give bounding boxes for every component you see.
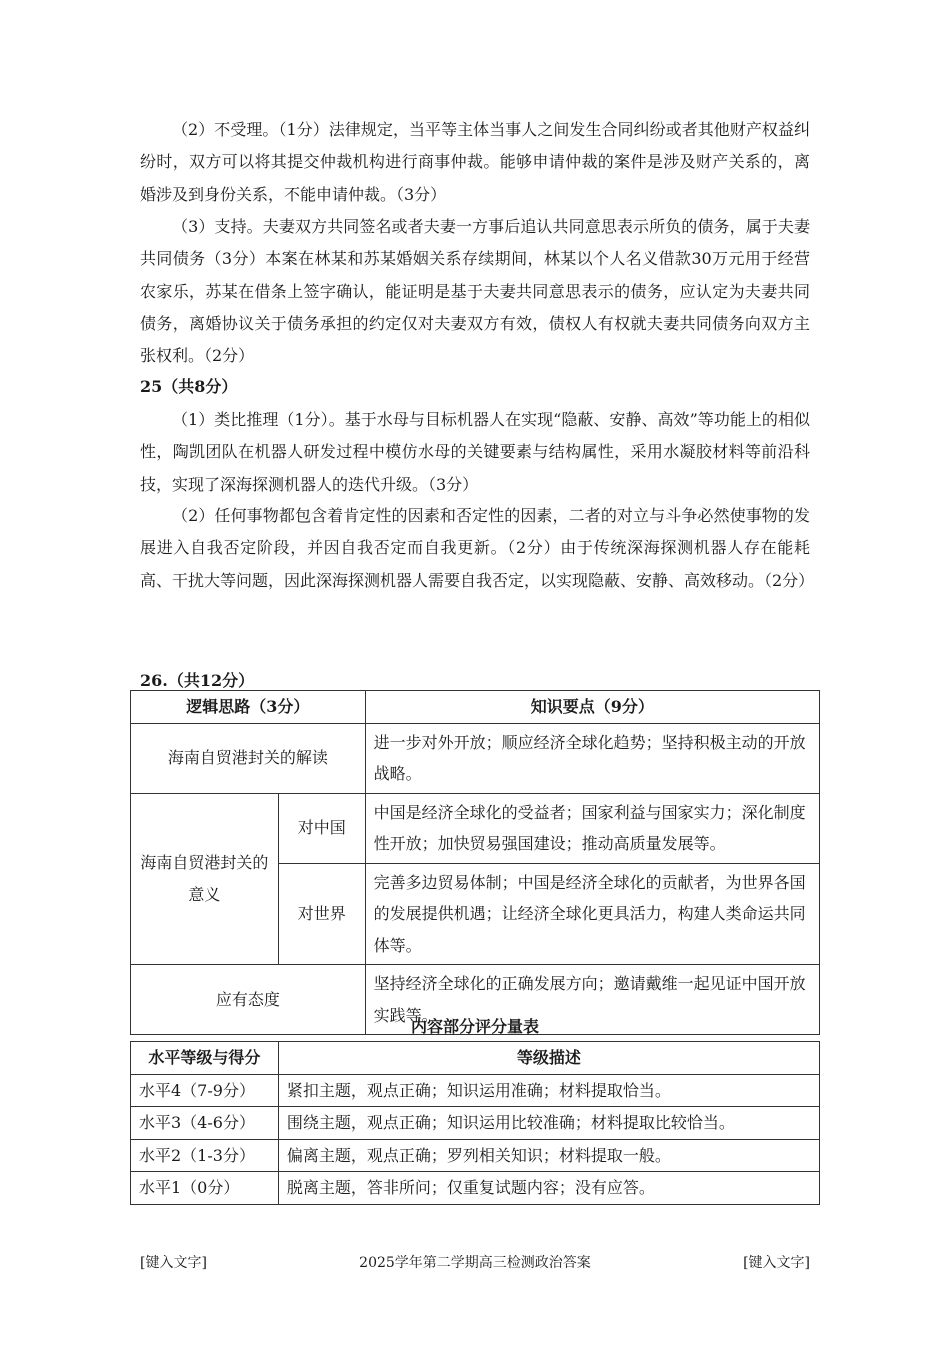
- rubric-desc: 围绕主题，观点正确；知识运用比较准确；材料提取比较恰当。: [278, 1107, 819, 1140]
- rubric-header-desc: 等级描述: [278, 1042, 819, 1075]
- footer-center: 2025学年第二学期高三检测政治答案: [359, 1255, 591, 1271]
- table-header-logic: 逻辑思路（3分）: [131, 691, 366, 724]
- row-for-world-label: 对世界: [278, 863, 365, 965]
- q26-heading: 26.（共12分）: [140, 671, 255, 690]
- row-for-world-points: 完善多边贸易体制；中国是经济全球化的贡献者，为世界各国的发展提供机遇；让经济全球化更具活力，构建人类命运共同体等。: [365, 863, 819, 965]
- row-significance-label: 海南自贸港封关的意义: [131, 793, 279, 965]
- rubric-level: 水平3（4-6分）: [131, 1107, 279, 1140]
- row-attitude-points: 坚持经济全球化的正确发展方向；邀请戴维一起见证中国开放实践等。: [365, 965, 819, 1035]
- rubric-row: [131, 1139, 820, 1172]
- rubric-desc: 紧扣主题，观点正确；知识运用准确；材料提取恰当。: [278, 1074, 819, 1107]
- row-for-china-points: 中国是经济全球化的受益者；国家利益与国家实力；深化制度性开放；加快贸易强国建设；推动高质量发展等。: [365, 793, 819, 863]
- rubric-row: [131, 1172, 820, 1205]
- footer-right: [键入文字]: [743, 1255, 810, 1271]
- rubric-desc: 脱离主题，答非所问；仅重复试题内容；没有应答。: [278, 1172, 819, 1205]
- rubric-caption: 内容部分评分量表: [410, 1017, 539, 1036]
- table-header-knowledge: 知识要点（9分）: [365, 691, 819, 724]
- row-interpretation-label: 海南自贸港封关的解读: [131, 723, 366, 793]
- q25-heading: 25（共8分）: [140, 377, 238, 396]
- q24-answer-2: （2）不受理。（1分）法律规定，当平等主体当事人之间发生合同纠纷或者其他财产权益纠纷时，双方可以将其提交仲裁机构进行商事仲裁。能够申请仲裁的案件是涉及财产关系的，离婚涉及到身份关系，不能申请仲裁。（3分）: [140, 120, 810, 204]
- q25-answer-2: （2）任何事物都包含着肯定性的因素和否定性的因素，二者的对立与斗争必然使事物的发展进入自我否定阶段，并因自我否定而自我更新。（2分）由于传统深海探测机器人存在能耗高、干扰大等问题，因此深海探测机器人需要自我否定，以实现隐蔽、安静、高效移动。（2分）: [140, 506, 815, 590]
- rubric-row: [131, 1074, 820, 1107]
- footer-left: [键入文字]: [140, 1255, 207, 1271]
- row-for-china-label: 对中国: [278, 793, 365, 863]
- row-attitude-label: 应有态度: [131, 965, 366, 1035]
- rubric-table: [130, 1041, 820, 1205]
- rubric-desc: 偏离主题，观点正确；罗列相关知识；材料提取一般。: [278, 1139, 819, 1172]
- q24-answer-3: （3）支持。夫妻双方共同签名或者夫妻一方事后追认共同意思表示所负的债务，属于夫妻共同债务（3分）本案在林某和苏某婚姻关系存续期间，林某以个人名义借款30万元用于经营农家乐，苏某在借条上签字确认，能证明是基于夫妻共同意思表示的债务，应认定为夫妻共同债务，离婚协议关于债务承担的约定仅对夫妻双方有效，债权人有权就夫妻共同债务向双方主张权利。（2分）: [140, 217, 810, 366]
- q26-answer-table: [130, 690, 820, 1035]
- row-interpretation-points: 进一步对外开放；顺应经济全球化趋势；坚持积极主动的开放战略。: [365, 723, 819, 793]
- rubric-level: 水平2（1-3分）: [131, 1139, 279, 1172]
- rubric-row: [131, 1107, 820, 1140]
- rubric-level: 水平4（7-9分）: [131, 1074, 279, 1107]
- rubric-header-level: 水平等级与得分: [131, 1042, 279, 1075]
- rubric-level: 水平1（0分）: [131, 1172, 279, 1205]
- q25-answer-1: （1）类比推理（1分）。基于水母与目标机器人在实现“隐蔽、安静、高效”等功能上的相似性，陶凯团队在机器人研发过程中模仿水母的关键要素与结构属性，采用水凝胶材料等前沿科技，实现了深海探测机器人的迭代升级。（3分）: [140, 410, 810, 494]
